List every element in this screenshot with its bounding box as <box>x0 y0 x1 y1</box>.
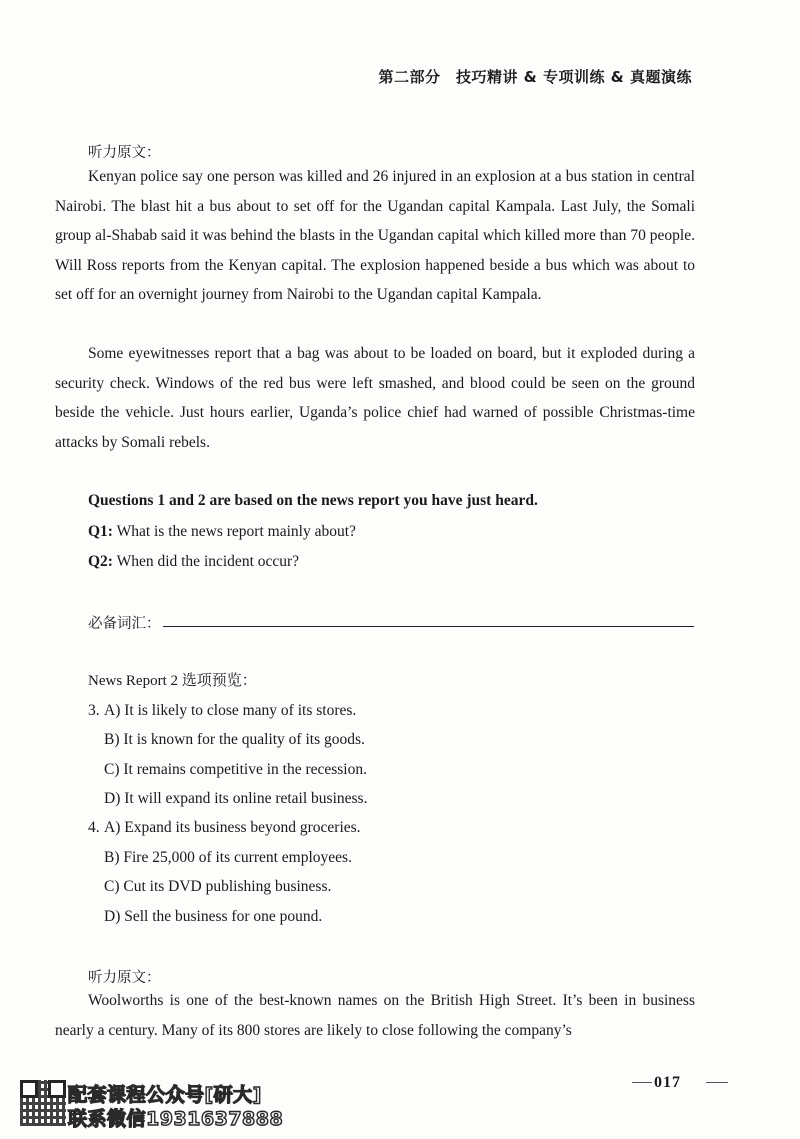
preview-title: News Report 2 选项预览： <box>88 673 257 689</box>
option-item: C) It remains competitive in the recession. <box>104 761 367 778</box>
watermark <box>20 1080 310 1132</box>
transcript-paragraph: Some eyewitnesses report that a bag was about to be loaded on board, but it exploded during a security check. Windows of the red bus were left smashed, and blood could be seen on the ground beside the vehicle. Just hours earlier, Uganda’s police chief had warned of possible Christmas-time attacks by Somali rebels. <box>55 345 695 451</box>
vocab-blank-line <box>163 626 694 627</box>
question-item <box>88 522 356 542</box>
page-number: 017 <box>654 1074 681 1091</box>
option-item: A) It is likely to close many of its stores. <box>104 702 357 719</box>
option-item: A) Expand its business beyond groceries. <box>104 819 361 836</box>
questions-intro: Questions 1 and 2 are based on the news report you have just heard. <box>88 492 538 509</box>
question-item <box>88 552 299 572</box>
option-item: C) Cut its DVD publishing business. <box>104 878 332 895</box>
question-number: Q1: <box>88 523 113 540</box>
qr-code-icon <box>20 1080 66 1126</box>
page-number-deco-left <box>632 1082 652 1083</box>
vocab-label: 必备词汇： <box>88 616 161 632</box>
transcript-paragraph: Kenyan police say one person was killed and 26 injured in an explosion at a bus station in central Nairobi. The blast hit a bus about to set off for the Ugandan capital Kampala. Last July, the Somali group al-Shabab said it was behind the blasts in the Ugandan capital which killed more than 70 people. Will Ross reports from the Kenyan capital. The explosion happened beside a bus which was about to set off for an overnight journey from Nairobi to the Ugandan capital Kampala. <box>55 168 695 303</box>
watermark-line-1: 配套课程公众号[研大] <box>68 1084 262 1106</box>
option-item: D) Sell the business for one pound. <box>104 908 323 925</box>
question-4-number: 4. <box>88 819 100 836</box>
question-text: What is the news report mainly about? <box>112 523 356 540</box>
watermark-line-2: 联系微信1931637888 <box>68 1108 284 1130</box>
question-text: When did the incident occur? <box>112 553 300 570</box>
option-item: B) Fire 25,000 of its current employees. <box>104 849 352 866</box>
question-number: Q2: <box>88 553 113 570</box>
page-number-deco-right <box>706 1082 728 1083</box>
page-header: 第二部分 技巧精讲 & 专项训练 & 真题演练 <box>378 68 692 86</box>
option-item: B) It is known for the quality of its goods. <box>104 731 365 748</box>
transcript-paragraph: Woolworths is one of the best-known names on the British High Street. It’s been in business nearly a century. Many of its 800 stores are likely to close following the company’s <box>55 992 695 1039</box>
option-item: D) It will expand its online retail business. <box>104 790 368 807</box>
transcript-label: 听力原文： <box>88 145 161 161</box>
transcript-label: 听力原文： <box>88 970 161 986</box>
question-3-number: 3. <box>88 702 100 719</box>
